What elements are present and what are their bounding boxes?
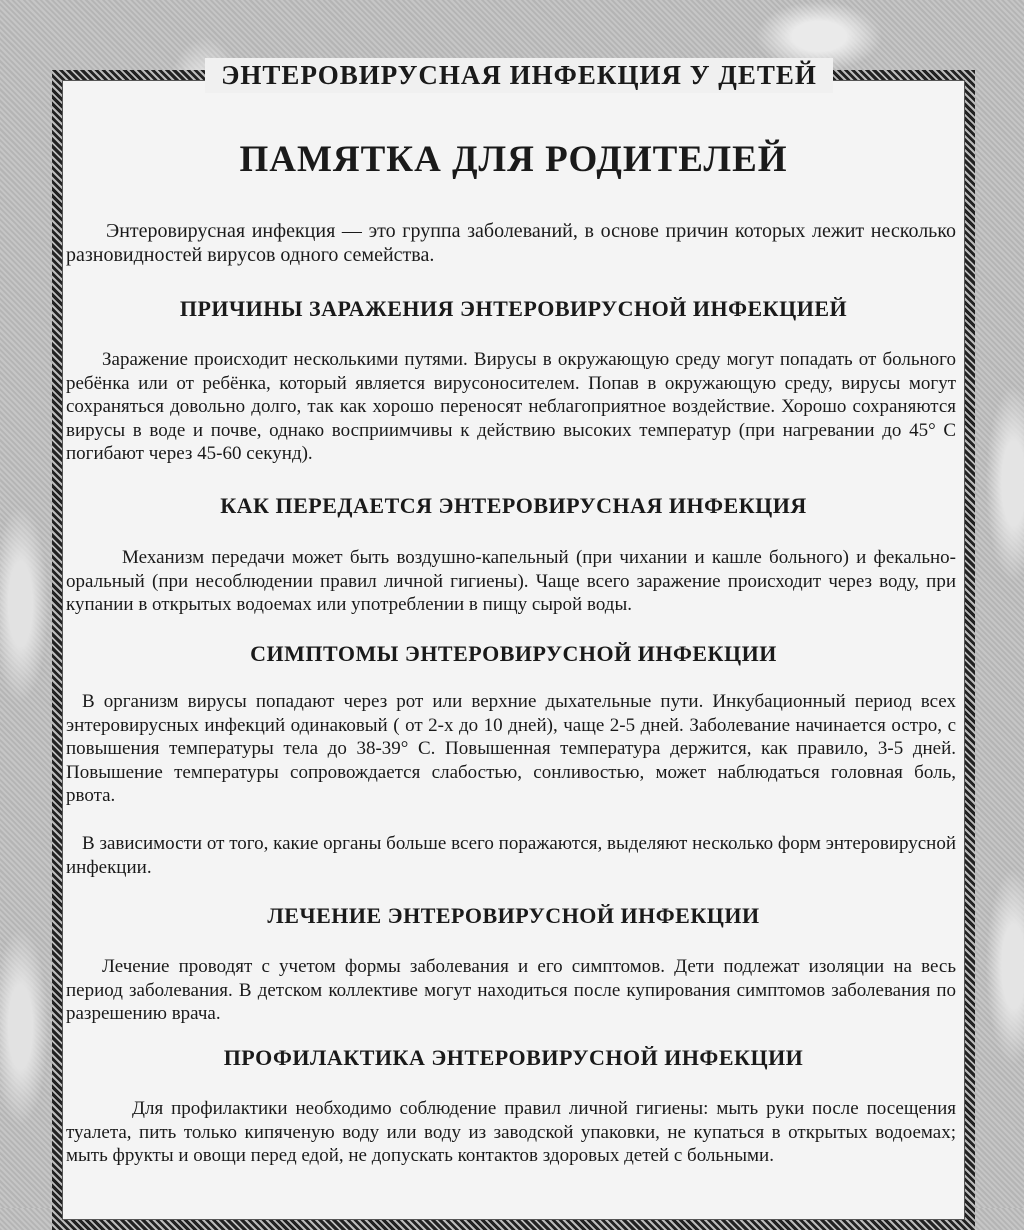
section-heading-causes: ПРИЧИНЫ ЗАРАЖЕНИЯ ЭНТЕРОВИРУСНОЙ ИНФЕКЦИЕЙ [179, 296, 848, 321]
section-heading-transmission: КАК ПЕРЕДАЕТСЯ ЭНТЕРОВИРУСНАЯ ИНФЕКЦИЯ [220, 493, 807, 518]
section-text-symptoms: В организм вирусы попадают через рот или верхние дыхательные пути. Инкубационный период всех энтеровирусных инфекций одинаковый ( от 2-х до 10 дней), чаще 2-5 дней. Заболевание начинается остро, с повышения температуры тела до 38-39° С. Повышенная температура держится, как правило, 3-5 дней. Повышение температуры сопровождается слабостью, сонливостью, может наблюдаться головная боль, рвота. [66, 691, 956, 806]
intro-paragraph: Энтеровирусная инфекция — это группа заболеваний, в основе причин которых лежит несколько разновидностей вирусов одного семейства. [66, 220, 956, 266]
page-title: ПАМЯТКА ДЛЯ РОДИТЕЛЕЙ [239, 139, 788, 180]
section-heading-symptoms: СИМПТОМЫ ЭНТЕРОВИРУСНОЙ ИНФЕКЦИИ [250, 641, 777, 666]
section-heading-treatment: ЛЕЧЕНИЕ ЭНТЕРОВИРУСНОЙ ИНФЕКЦИИ [267, 903, 760, 928]
section-text-treatment: Лечение проводят с учетом формы заболевания и его симптомов. Дети подлежат изоляции на весь период заболевания. В детском коллективе могут находиться после купирования симптомов заболевания по разрешению врача. [66, 956, 956, 1024]
section-text-prevention: Для профилактики необходимо соблюдение правил личной гигиены: мыть руки после посещения туалета, пить только кипяченую воду или воду из заводской упаковки, не купаться в открытых водоемах; мыть фрукты и овощи перед едой, не допускать контактов здоровых детей с больными. [66, 1098, 956, 1166]
section-heading-prevention: ПРОФИЛАКТИКА ЭНТЕРОВИРУСНОЙ ИНФЕКЦИИ [223, 1045, 804, 1070]
section-text-causes: Заражение происходит несколькими путями. Вирусы в окружающую среду могут попадать от больного ребёнка или от ребёнка, который является вирусоносителем. Попав в окружающую среду, вирусы могут сохраняться довольно долго, так как хорошо переносят неблагоприятное воздействие. Хорошо сохраняются вирусы в воде и почве, однако восприимчивы к действию высоких температур (при нагревании до 45° С погибают через 45-60 секунд). [66, 349, 956, 464]
section-text-transmission: Механизм передачи может быть воздушно-капельный (при чихании и кашле больного) и фекально-оральный (при несоблюдении правил личной гигиены). Чаще всего заражение происходит через воду, при купании в открытых водоемах или употреблении в пищу сырой воды. [66, 547, 956, 615]
banner-title: ЭНТЕРОВИРУСНАЯ ИНФЕКЦИЯ У ДЕТЕЙ [205, 58, 833, 93]
section-text-symptoms-forms: В зависимости от того, какие органы больше всего поражаются, выделяют несколько форм энтеровирусной инфекции. [66, 833, 956, 878]
